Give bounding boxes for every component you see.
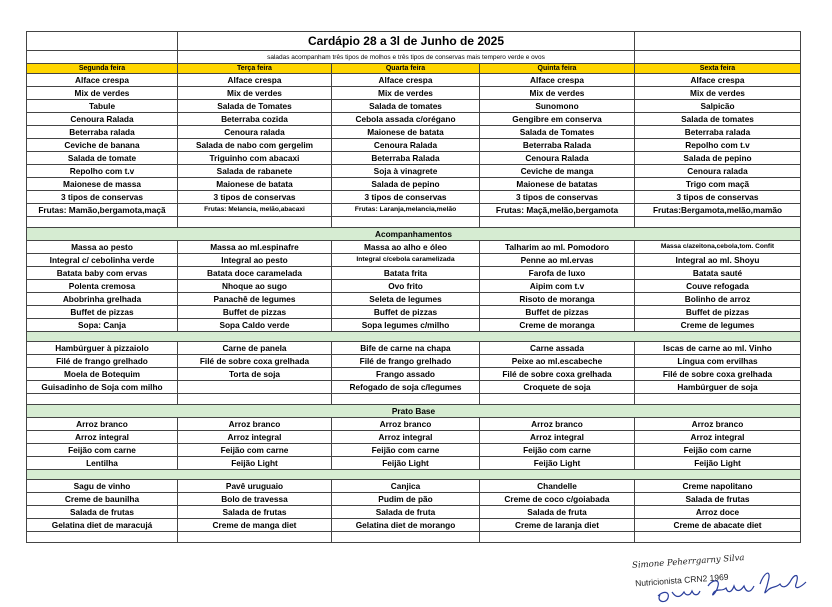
salad-cell: Salada de rabanete (178, 165, 332, 178)
salad-cell: Salada de tomates (635, 113, 801, 126)
side-cell: Massa ao ml.espinafre (178, 241, 332, 254)
salad-cell: Alface crespa (480, 74, 635, 87)
empty-cell (635, 394, 801, 405)
side-cell: Farofa de luxo (480, 267, 635, 280)
salad-cell: 3 tipos de conservas (27, 191, 178, 204)
side-cell: Integral ao pesto (178, 254, 332, 267)
salad-cell: Maionese de batata (332, 126, 480, 139)
subtitle-left-cell (27, 51, 178, 64)
dessert-cell: Creme de coco c/goiabada (480, 493, 635, 506)
salad-cell: Frutas: Melancia, melão,abacaxi (178, 204, 332, 217)
empty-cell (635, 217, 801, 228)
main-dish-cell: Filé de sobre coxa grelhada (178, 355, 332, 368)
main-dish-cell: Carne de panela (178, 342, 332, 355)
page-title: Cardápio 28 a 3l de Junho de 2025 (178, 32, 635, 51)
side-cell: Massa c/azeitona,cebola,tom. Confit (635, 241, 801, 254)
side-cell: Nhoque ao sugo (178, 280, 332, 293)
salad-cell: Cenoura Ralada (27, 113, 178, 126)
side-cell: Sopa legumes c/milho (332, 319, 480, 332)
subtitle: saladas acompanham três tipos de molhos e três tipos de conservas mais tempero verde e ovos (178, 51, 635, 64)
base-dish-cell: Feijão com carne (480, 444, 635, 457)
dessert-cell: Bolo de travessa (178, 493, 332, 506)
main-dish-row (27, 368, 801, 381)
main-dish-cell: Moela de Botequim (27, 368, 178, 381)
main-dish-cell: Filé de sobre coxa grelhada (480, 368, 635, 381)
dessert-cell: Gelatina diet de maracujá (27, 519, 178, 532)
side-cell: Abobrinha grelhada (27, 293, 178, 306)
side-cell: Bolinho de arroz (635, 293, 801, 306)
salad-cell: Frutas: Maçã,melão,bergamota (480, 204, 635, 217)
side-row (27, 241, 801, 254)
menu-table (26, 31, 801, 543)
dessert-cell: Sagu de vinho (27, 480, 178, 493)
salad-cell: Beterraba Ralada (480, 139, 635, 152)
salad-cell: Cenoura Ralada (480, 152, 635, 165)
main-dish-cell: Frango assado (332, 368, 480, 381)
base-dish-cell: Arroz branco (332, 418, 480, 431)
salad-row (27, 113, 801, 126)
base-dish-cell: Arroz branco (27, 418, 178, 431)
side-cell: Sopa: Canja (27, 319, 178, 332)
section-gap-mains (27, 332, 801, 342)
main-dish-cell: Filé de frango grelhado (27, 355, 178, 368)
salad-cell: Mix de verdes (27, 87, 178, 100)
salad-cell: Salada de tomates (332, 100, 480, 113)
dessert-row (27, 493, 801, 506)
main-dish-cell: Filé de sobre coxa grelhada (635, 368, 801, 381)
salad-cell: Frutas:Bergamota,melão,mamão (635, 204, 801, 217)
salad-cell: Repolho com t.v (635, 139, 801, 152)
salad-cell: Maionese de batata (178, 178, 332, 191)
empty-cell (332, 532, 480, 543)
base-dish-cell: Feijão Light (635, 457, 801, 470)
side-cell: Sopa Caldo verde (178, 319, 332, 332)
side-cell: Integral c/cebola caramelizada (332, 254, 480, 267)
salad-cell: Salada de nabo com gergelim (178, 139, 332, 152)
salad-cell: Cenoura ralada (178, 126, 332, 139)
main-dish-cell: Peixe ao ml.escabeche (480, 355, 635, 368)
weekday-header: Quarta feira (332, 64, 480, 74)
side-cell: Panachê de legumes (178, 293, 332, 306)
handwritten-signature (650, 562, 815, 607)
salad-cell: Ceviche de manga (480, 165, 635, 178)
side-row (27, 267, 801, 280)
side-cell: Buffet de pizzas (332, 306, 480, 319)
empty-cell (635, 532, 801, 543)
base-dish-cell: Feijão com carne (332, 444, 480, 457)
salad-cell: Gengibre em conserva (480, 113, 635, 126)
salad-cell: Cenoura Ralada (332, 139, 480, 152)
side-cell: Talharim ao ml. Pomodoro (480, 241, 635, 254)
section-gap-mains-row (27, 332, 801, 342)
empty-cell (480, 532, 635, 543)
salad-cell: Sunomono (480, 100, 635, 113)
weekday-header: Segunda feira (27, 64, 178, 74)
side-cell: Penne ao ml.ervas (480, 254, 635, 267)
salad-cell: Maionese de batatas (480, 178, 635, 191)
salad-cell: Alface crespa (27, 74, 178, 87)
side-row (27, 254, 801, 267)
base-dish-cell: Arroz integral (178, 431, 332, 444)
salad-cell: Repolho com t.v (27, 165, 178, 178)
empty-cell (27, 532, 178, 543)
side-cell: Massa ao pesto (27, 241, 178, 254)
signature-role: Nutricionista CRN2 1969 (634, 571, 729, 589)
section-title-sides: Acompanhamentos (27, 228, 801, 241)
empty-cell (27, 394, 178, 405)
side-cell: Seleta de legumes (332, 293, 480, 306)
base-dish-cell: Arroz integral (332, 431, 480, 444)
salad-cell: 3 tipos de conservas (178, 191, 332, 204)
side-row (27, 293, 801, 306)
base-dish-cell: Arroz integral (480, 431, 635, 444)
side-cell: Polenta cremosa (27, 280, 178, 293)
dessert-cell: Salada de fruta (480, 506, 635, 519)
salad-cell: Salada de tomate (27, 152, 178, 165)
dessert-row (27, 519, 801, 532)
signature-name: Simone Peherrgarny Silva (631, 553, 745, 571)
side-cell: Batata sauté (635, 267, 801, 280)
side-row (27, 280, 801, 293)
section-title-sides-row (27, 228, 801, 241)
dessert-row (27, 480, 801, 493)
empty-cell (178, 394, 332, 405)
base-dish-cell: Arroz integral (27, 431, 178, 444)
salad-row (27, 191, 801, 204)
dessert-row (27, 506, 801, 519)
salad-cell: 3 tipos de conservas (480, 191, 635, 204)
dessert-cell: Salada de frutas (635, 493, 801, 506)
salad-cell: Salada de pepino (635, 152, 801, 165)
dessert-cell: Salada de frutas (27, 506, 178, 519)
salad-cell: Cebola assada c/orégano (332, 113, 480, 126)
dessert-cell: Salada de frutas (178, 506, 332, 519)
dessert-cell: Canjica (332, 480, 480, 493)
side-cell: Ovo frito (332, 280, 480, 293)
salad-row (27, 74, 801, 87)
main-dish-cell (178, 381, 332, 394)
dessert-cell: Creme de baunilha (27, 493, 178, 506)
side-cell: Integral c/ cebolinha verde (27, 254, 178, 267)
salad-cell: Triguinho com abacaxi (178, 152, 332, 165)
salad-cell: Mix de verdes (332, 87, 480, 100)
side-cell: Creme de moranga (480, 319, 635, 332)
base-dish-cell: Feijão Light (332, 457, 480, 470)
salad-row (27, 165, 801, 178)
salad-cell: Frutas: Mamão,bergamota,maçã (27, 204, 178, 217)
empty-cell (332, 394, 480, 405)
salad-cell: Beterraba ralada (635, 126, 801, 139)
spacer-row (27, 394, 801, 405)
spacer-row (27, 532, 801, 543)
empty-cell (178, 532, 332, 543)
main-dish-cell: Filé de frango grelhado (332, 355, 480, 368)
salad-cell: Salada de Tomates (480, 126, 635, 139)
side-cell: Buffet de pizzas (480, 306, 635, 319)
base-dish-cell: Arroz branco (635, 418, 801, 431)
weekday-header: Terça feira (178, 64, 332, 74)
section-title-base: Prato Base (27, 405, 801, 418)
dessert-cell: Gelatina diet de morango (332, 519, 480, 532)
salad-cell: Alface crespa (178, 74, 332, 87)
salad-row (27, 178, 801, 191)
main-dish-row (27, 342, 801, 355)
weekday-header: Sexta feira (635, 64, 801, 74)
side-cell: Batata baby com ervas (27, 267, 178, 280)
section-gap-desserts-row (27, 470, 801, 480)
base-dish-cell: Lentilha (27, 457, 178, 470)
empty-cell (480, 394, 635, 405)
side-cell: Massa ao alho e óleo (332, 241, 480, 254)
main-dish-cell: Bife de carne na chapa (332, 342, 480, 355)
empty-cell (178, 217, 332, 228)
salad-cell: Salada de pepino (332, 178, 480, 191)
side-cell: Risoto de moranga (480, 293, 635, 306)
salad-cell: Soja à vinagrete (332, 165, 480, 178)
main-dish-row (27, 355, 801, 368)
side-row (27, 306, 801, 319)
main-dish-cell: Refogado de soja c/legumes (332, 381, 480, 394)
salad-cell: 3 tipos de conservas (635, 191, 801, 204)
salad-cell: Mix de verdes (635, 87, 801, 100)
main-dish-cell: Hambúrguer à pizzaiolo (27, 342, 178, 355)
title-right-cell (635, 32, 801, 51)
subtitle-right-cell (635, 51, 801, 64)
main-dish-row (27, 381, 801, 394)
side-cell: Buffet de pizzas (178, 306, 332, 319)
salad-cell: Mix de verdes (178, 87, 332, 100)
title-left-cell (27, 32, 178, 51)
salad-cell: Cenoura ralada (635, 165, 801, 178)
salad-cell: Beterraba ralada (27, 126, 178, 139)
subtitle-row (27, 51, 801, 64)
base-dish-row (27, 444, 801, 457)
salad-cell: Beterraba cozida (178, 113, 332, 126)
salad-row (27, 204, 801, 217)
empty-cell (480, 217, 635, 228)
main-dish-cell: Iscas de carne ao ml. Vinho (635, 342, 801, 355)
salad-cell: Frutas: Laranja,melancia,melão (332, 204, 480, 217)
base-dish-row (27, 431, 801, 444)
side-cell: Integral ao ml. Shoyu (635, 254, 801, 267)
main-dish-cell: Torta de soja (178, 368, 332, 381)
side-cell: Couve refogada (635, 280, 801, 293)
salad-cell: Alface crespa (332, 74, 480, 87)
main-dish-cell: Carne assada (480, 342, 635, 355)
dessert-cell: Arroz doce (635, 506, 801, 519)
base-dish-cell: Feijão Light (178, 457, 332, 470)
dessert-cell: Creme de manga diet (178, 519, 332, 532)
weekday-header: Quinta feira (480, 64, 635, 74)
salad-cell: Beterraba Ralada (332, 152, 480, 165)
empty-cell (332, 217, 480, 228)
dessert-cell: Creme napolitano (635, 480, 801, 493)
salad-cell: Ceviche de banana (27, 139, 178, 152)
dessert-cell: Pudim de pão (332, 493, 480, 506)
base-dish-row (27, 418, 801, 431)
side-cell: Creme de legumes (635, 319, 801, 332)
side-cell: Batata frita (332, 267, 480, 280)
base-dish-cell: Arroz branco (480, 418, 635, 431)
base-dish-cell: Arroz integral (635, 431, 801, 444)
side-cell: Batata doce caramelada (178, 267, 332, 280)
dessert-cell: Creme de laranja diet (480, 519, 635, 532)
section-title-base-row (27, 405, 801, 418)
salad-row (27, 126, 801, 139)
base-dish-cell: Feijão com carne (635, 444, 801, 457)
main-dish-cell: Croquete de soja (480, 381, 635, 394)
salad-cell: Trigo com maçã (635, 178, 801, 191)
salad-cell: Salada de Tomates (178, 100, 332, 113)
main-dish-cell: Hambúrguer de soja (635, 381, 801, 394)
weekday-header-row (27, 64, 801, 74)
dessert-cell: Pavê uruguaio (178, 480, 332, 493)
main-dish-cell: Guisadinho de Soja com milho (27, 381, 178, 394)
empty-cell (27, 217, 178, 228)
side-cell: Aipim com t.v (480, 280, 635, 293)
salad-row (27, 152, 801, 165)
dessert-cell: Creme de abacate diet (635, 519, 801, 532)
base-dish-cell: Arroz branco (178, 418, 332, 431)
title-row (27, 32, 801, 51)
salad-cell: Maionese de massa (27, 178, 178, 191)
salad-row (27, 100, 801, 113)
side-row (27, 319, 801, 332)
side-cell: Buffet de pizzas (27, 306, 178, 319)
salad-cell: Alface crespa (635, 74, 801, 87)
salad-cell: Tabule (27, 100, 178, 113)
salad-row (27, 139, 801, 152)
spacer-row (27, 217, 801, 228)
base-dish-cell: Feijão Light (480, 457, 635, 470)
dessert-cell: Salada de fruta (332, 506, 480, 519)
main-dish-cell: Língua com ervilhas (635, 355, 801, 368)
salad-cell: Mix de verdes (480, 87, 635, 100)
salad-row (27, 87, 801, 100)
side-cell: Buffet de pizzas (635, 306, 801, 319)
dessert-cell: Chandelle (480, 480, 635, 493)
base-dish-cell: Feijão com carne (178, 444, 332, 457)
salad-cell: 3 tipos de conservas (332, 191, 480, 204)
base-dish-cell: Feijão com carne (27, 444, 178, 457)
salad-cell: Salpicão (635, 100, 801, 113)
base-dish-row (27, 457, 801, 470)
section-gap-desserts (27, 470, 801, 480)
